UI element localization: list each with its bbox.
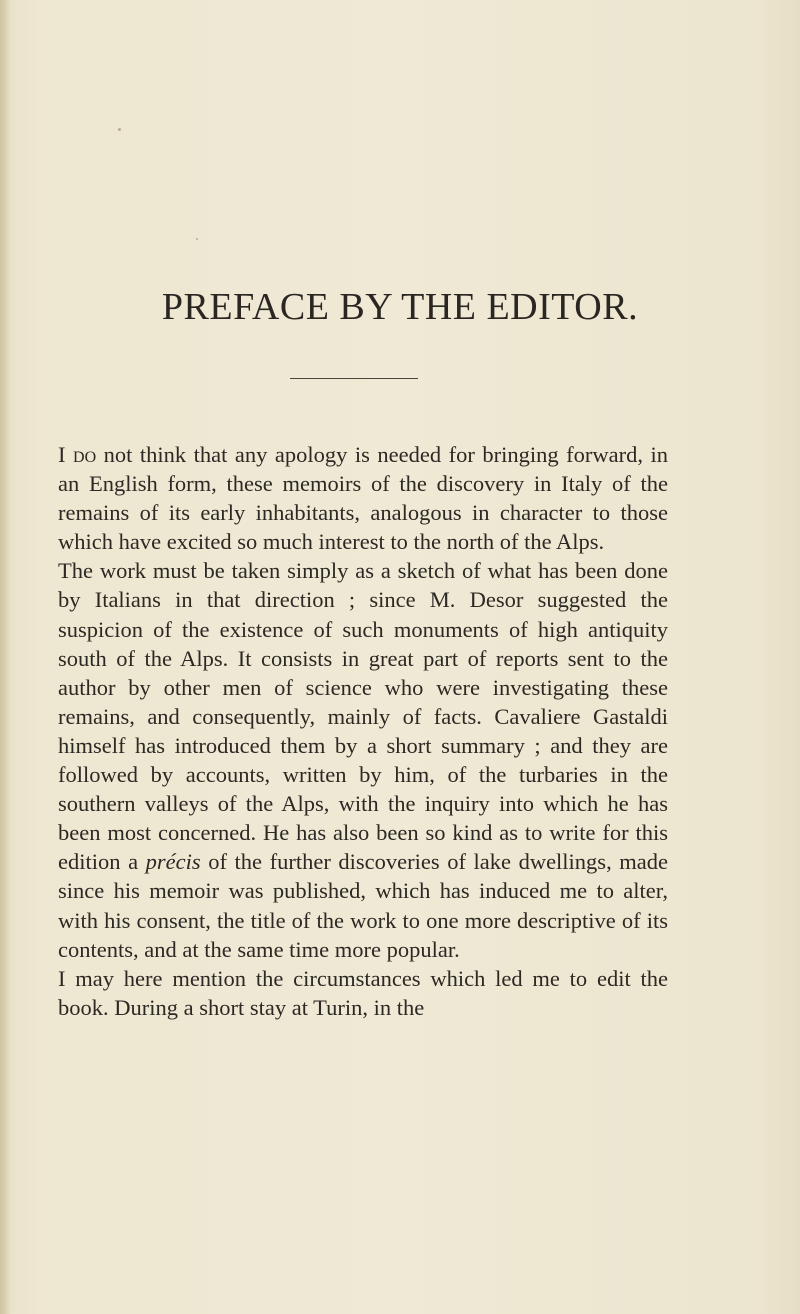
page-spine-shadow	[0, 0, 10, 1314]
paragraph-3-text: I may here mention the circumstances which led me to edit the book. During a short stay at Turin, in the	[58, 965, 668, 1020]
paragraph-3	[58, 964, 668, 1022]
paragraph-2	[58, 556, 668, 963]
preface-body	[58, 440, 668, 1022]
paragraph-1	[58, 440, 668, 556]
paper-speck	[196, 238, 198, 240]
dropcap: I	[58, 442, 66, 467]
paragraph-2-text-after: of the further discoveries of lake dwellings, made since his memoir was published, which has induced me to alter, with his consent, the title of the work to one more descriptive of its contents, and at the same time more popular.	[58, 849, 668, 962]
title-divider	[290, 378, 418, 379]
paragraph-1-text: not think that any apology is needed for bringing forward, in an English form, these memoirs of the discovery in Italy of the remains of its early inhabitants, analogous in character to those which have excited so much interest to the north of the Alps.	[58, 442, 668, 555]
paper-speck	[118, 128, 121, 131]
paragraph-2-text-before: The work must be taken simply as a sketch of what has been done by Italians in that direction ; since M. Desor suggested the suspicion of the existence of such monuments of high antiquity south of the Alps. It consists in great part of reports sent to the author by other men of science who were investigating these remains, and consequently, mainly of facts. Cavaliere Gastaldi himself has introduced them by a short summary ; and they are followed by accounts, written by him, of the turbaries in the southern valleys of the Alps, with the inquiry into which he has been most concerned. He has also been so kind as to write for this edition a	[58, 558, 668, 875]
smallcaps-word: do	[73, 442, 97, 467]
page-title: PREFACE BY THE EDITOR.	[161, 286, 639, 328]
italic-term: précis	[145, 849, 201, 875]
